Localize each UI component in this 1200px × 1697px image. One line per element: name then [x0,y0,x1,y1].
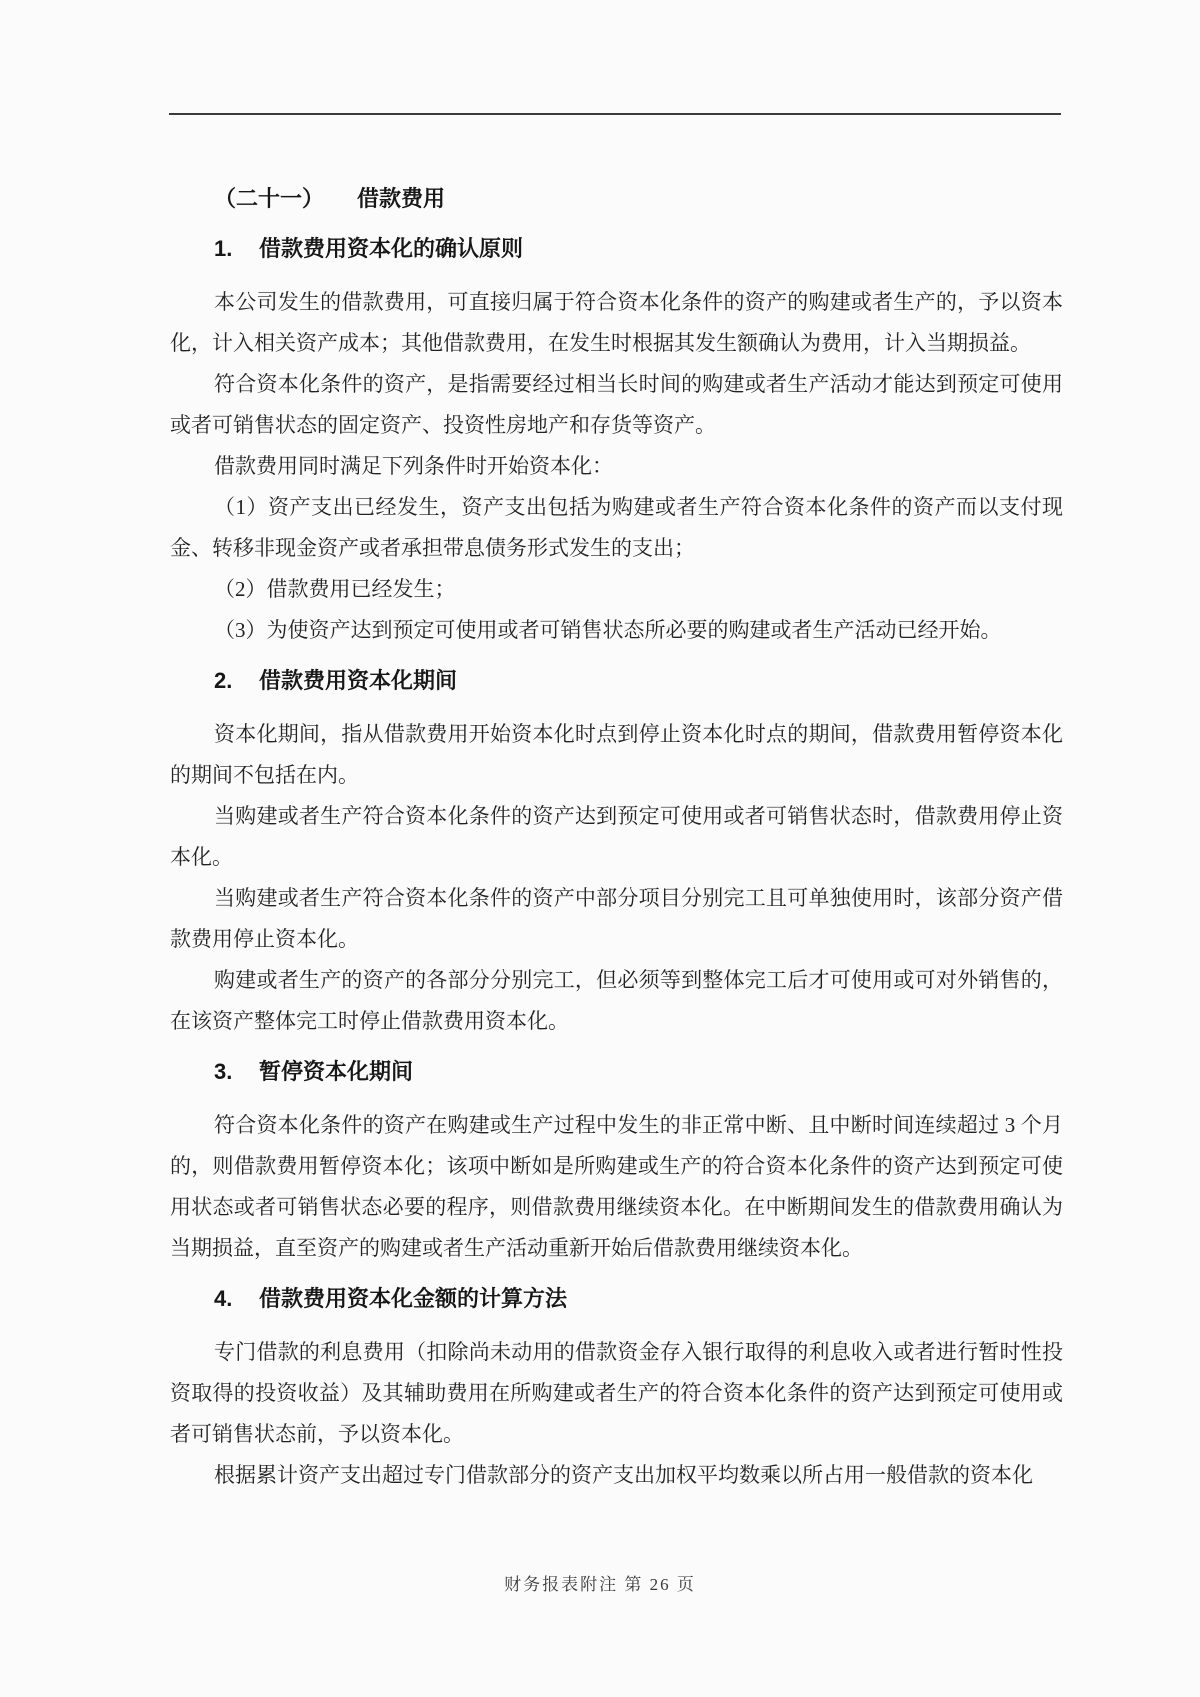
paragraph: 根据累计资产支出超过专门借款部分的资产支出加权平均数乘以所占用一般借款的资本化 [214,1463,1033,1487]
section-1-number: 1. [214,236,233,261]
section-4-heading [170,1278,1063,1319]
paragraph: 当购建或者生产符合资本化条件的资产达到预定可使用或者可销售状态时，借款费用停止资本化。 [170,804,1063,869]
section-1 [170,228,1063,651]
section-3 [170,1051,1063,1269]
document-body [170,178,1063,1496]
chapter-heading-title: 借款费用 [357,186,446,211]
paragraph: 资本化期间，指从借款费用开始资本化时点到停止资本化时点的期间，借款费用暂停资本化的期间不包括在内。 [170,722,1063,787]
section-3-heading [170,1051,1063,1092]
paragraph: 专门借款的利息费用（扣除尚未动用的借款资金存入银行取得的利息收入或者进行暂时性投资取得的投资收益）及其辅助费用在所购建或者生产的符合资本化条件的资产达到预定可使用或者可销售状态前，予以资本化。 [170,1340,1063,1446]
section-4-title: 借款费用资本化金额的计算方法 [259,1286,568,1311]
section-3-title: 暂停资本化期间 [259,1059,414,1084]
paragraph: 当购建或者生产符合资本化条件的资产中部分项目分别完工且可单独使用时，该部分资产借款费用停止资本化。 [170,886,1063,951]
section-2-number: 2. [214,668,233,693]
chapter-heading-number: （二十一） [214,186,325,211]
section-1-heading [170,228,1063,269]
paragraph: 符合资本化条件的资产在购建或生产过程中发生的非正常中断、且中断时间连续超过 3 个月的，则借款费用暂停资本化；该项中断如是所购建或生产的符合资本化条件的资产达到预定可使用状态或者可销售状态必要的程序，则借款费用继续资本化。在中断期间发生的借款费用确认为当期损益，直至资产的购建或者生产活动重新开始后借款费用继续资本化。 [170,1113,1063,1260]
paragraph: 购建或者生产的资产的各部分分别完工，但必须等到整体完工后才可使用或可对外销售的，在该资产整体完工时停止借款费用资本化。 [170,968,1063,1033]
section-4 [170,1278,1063,1496]
header-rule [169,113,1061,115]
section-2-heading [170,660,1063,701]
section-2 [170,660,1063,1042]
paragraph: 符合资本化条件的资产，是指需要经过相当长时间的购建或者生产活动才能达到预定可使用或者可销售状态的固定资产、投资性房地产和存货等资产。 [170,372,1063,437]
page-footer: 财务报表附注 第 26 页 [504,1575,696,1594]
paragraph: （2）借款费用已经发生； [214,577,456,601]
paragraph: 借款费用同时满足下列条件时开始资本化： [214,454,613,478]
section-4-number: 4. [214,1286,233,1311]
paragraph: 本公司发生的借款费用，可直接归属于符合资本化条件的资产的购建或者生产的，予以资本化，计入相关资产成本；其他借款费用，在发生时根据其发生额确认为费用，计入当期损益。 [170,290,1063,355]
section-1-title: 借款费用资本化的确认原则 [259,236,524,261]
section-3-number: 3. [214,1059,233,1084]
paragraph: （3）为使资产达到预定可使用或者可销售状态所必要的购建或者生产活动已经开始。 [214,618,1002,642]
paragraph: （1）资产支出已经发生，资产支出包括为购建或者生产符合资本化条件的资产而以支付现金、转移非现金资产或者承担带息债务形式发生的支出； [170,495,1063,560]
chapter-heading [170,178,1063,219]
section-2-title: 借款费用资本化期间 [259,668,458,693]
